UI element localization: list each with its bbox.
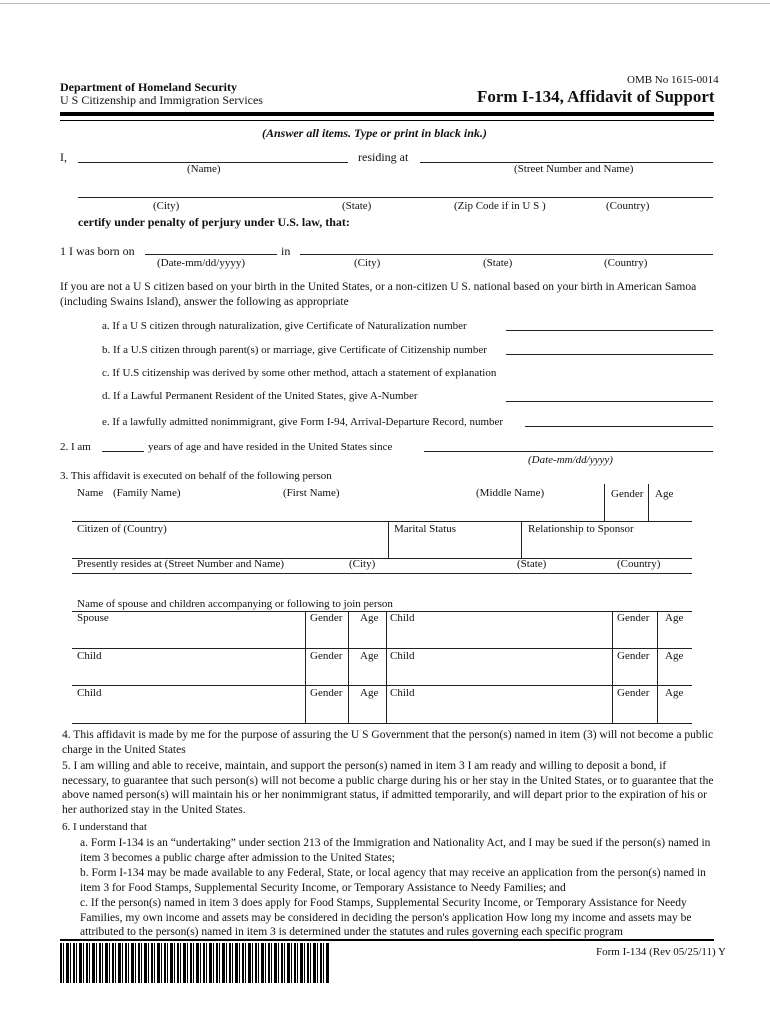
child-label: Child [77, 687, 102, 699]
divider [612, 611, 613, 724]
spouse-label: Spouse [77, 612, 109, 624]
citizen-of-label: Citizen of (Country) [77, 523, 167, 535]
child-label: Child [390, 687, 415, 699]
middle-name-caption: (Middle Name) [476, 487, 545, 499]
city-caption: (City) [153, 200, 180, 212]
a-number-field[interactable] [506, 401, 713, 402]
divider [657, 611, 658, 724]
item5-text: 5. I am willing and able to receive, maintain, and support the person(s) named in item 3 I am ready and willing to deposit a bond, if necessary, to guarantee that such person(s) will not become a public charge during his or her stay in the United States, or to guarantee that the above named person(s) will maintain his or her nonimmigrant status, if admitted temporarily, and will depart prior to the expiration of his or her authorized stay in the United States. [62, 760, 714, 816]
resides-country-caption: (Country) [617, 558, 661, 570]
birth-date-field[interactable] [145, 254, 277, 255]
divider [386, 611, 387, 724]
spouse-children-label: Name of spouse and children accompanying or following to join person [77, 598, 393, 610]
form-title: Form I-134, Affidavit of Support [477, 87, 715, 106]
i-label: I, [60, 150, 67, 164]
gender-label: Gender [310, 650, 343, 662]
gender-label: Gender [310, 612, 343, 624]
age-label: Age [360, 650, 379, 662]
row-rule [72, 648, 692, 649]
item1d-text: d. If a Lawful Permanent Resident of the United States, give A-Number [102, 390, 418, 402]
item1b-text: b. If a U.S citizen through parent(s) or marriage, give Certificate of Citizenship number [102, 344, 487, 356]
item1-label: 1 I was born on [60, 244, 135, 258]
zip-caption: (Zip Code if in U S ) [454, 200, 546, 212]
country-caption: (Country) [606, 200, 650, 212]
header-rule-thick [60, 112, 714, 116]
row-rule [72, 573, 692, 574]
birth-state-caption: (State) [483, 257, 513, 269]
age-label: Age [360, 612, 379, 624]
item2-date-caption: (Date-mm/dd/yyyy) [528, 454, 613, 466]
header-rule-thin [60, 120, 714, 121]
naturalization-number-field[interactable] [506, 330, 713, 331]
instructions: (Answer all items. Type or print in black ink.) [262, 126, 487, 140]
form-version: Form I-134 (Rev 05/25/11) Y [596, 946, 726, 958]
item6c-text: c. If the person(s) named in item 3 does apply for Food Stamps, Supplemental Security Income, or Temporary Assistance for Needy Families, my own income and assets may be considered in deciding the person's application How long my income and assets may be attributed to the person(s) named in item 3 is determined under the statutes and rules governing each specific program [80, 897, 692, 938]
row-rule [72, 611, 692, 612]
item2-label: 2. I am [60, 441, 91, 453]
age-label: Age [655, 488, 674, 500]
divider [388, 521, 389, 558]
age-label: Age [360, 687, 379, 699]
age-label: Age [665, 650, 684, 662]
citizenship-number-field[interactable] [506, 354, 713, 355]
item1a-text: a. If a U S citizen through naturalization, give Certificate of Naturalization number [102, 320, 467, 332]
city-state-zip-field[interactable] [78, 197, 713, 198]
residing-at-label: residing at [358, 150, 409, 164]
gender-label: Gender [611, 488, 644, 500]
gender-label: Gender [617, 687, 650, 699]
child-label: Child [77, 650, 102, 662]
relationship-label: Relationship to Sponsor [528, 523, 634, 535]
barcode [60, 943, 330, 983]
divider [521, 521, 522, 558]
row-rule [72, 521, 692, 522]
street-caption: (Street Number and Name) [514, 163, 634, 175]
certify-statement: certify under penalty of perjury under U.S. law, that: [78, 215, 350, 229]
row-rule [72, 685, 692, 686]
divider [348, 611, 349, 724]
item1c-text: c. If U.S citizenship was derived by some other method, attach a statement of explanation [102, 367, 497, 379]
birth-city-caption: (City) [354, 257, 381, 269]
item1-in: in [281, 244, 291, 258]
scan-edge-line [0, 3, 770, 4]
footer-rule-thick [60, 939, 714, 941]
state-caption: (State) [342, 200, 372, 212]
divider [305, 611, 306, 724]
birth-place-field[interactable] [300, 254, 713, 255]
agency-name: U S Citizenship and Immigration Services [60, 93, 263, 107]
item6a-text: a. Form I-134 is an “undertaking” under section 213 of the Immigration and Nationality Act, and I may be sued if the person(s) named in item 3 becomes a public charge after admission to the United States; [80, 837, 711, 864]
resided-since-field[interactable] [424, 451, 713, 452]
item4-text: 4. This affidavit is made by me for the purpose of assuring the U S Government that the person(s) named in item (3) will not become a public charge in the United States [62, 729, 714, 756]
department-name: Department of Homeland Security [60, 80, 237, 94]
child-label: Child [390, 650, 415, 662]
divider [648, 484, 649, 521]
gender-label: Gender [310, 687, 343, 699]
i94-number-field[interactable] [525, 426, 713, 427]
first-name-caption: (First Name) [283, 487, 340, 499]
resides-state-caption: (State) [517, 558, 547, 570]
item6-label: 6. I understand that [62, 821, 147, 833]
omb-number: OMB No 1615-0014 [627, 74, 719, 86]
name-caption: (Name) [187, 163, 221, 175]
birth-date-caption: (Date-mm/dd/yyyy) [157, 257, 245, 269]
resides-label: Presently resides at (Street Number and Name) [77, 558, 285, 570]
birth-country-caption: (Country) [604, 257, 648, 269]
gender-label: Gender [617, 612, 650, 624]
item6b-text: b. Form I-134 may be made available to any Federal, State, or local agency that may receive an application from the person(s) named in item 3 for Food Stamps, Supplemental Security Income, or Temporary Assistance to Needy Families; and [80, 867, 706, 894]
age-label: Age [665, 687, 684, 699]
child-label: Child [390, 612, 415, 624]
resides-city-caption: (City) [349, 558, 376, 570]
age-label: Age [665, 612, 684, 624]
item1e-text: e. If a lawfully admitted nonimmigrant, give Form I-94, Arrival-Departure Record, number [102, 416, 504, 428]
marital-status-label: Marital Status [394, 523, 457, 535]
beneficiary-name-label: Name [77, 487, 104, 499]
divider [604, 484, 605, 521]
row-rule [72, 723, 692, 724]
age-field[interactable] [102, 451, 144, 452]
item2-rest: years of age and have resided in the United States since [148, 441, 393, 453]
item3-label: 3. This affidavit is executed on behalf of the following person [60, 470, 332, 482]
item1-note: If you are not a U S citizen based on your birth in the United States, or a non-citizen U S. national based on your birth in American Samoa (including Swains Island), answer the following as appropriate [60, 281, 697, 308]
family-name-caption: (Family Name) [113, 487, 181, 499]
gender-label: Gender [617, 650, 650, 662]
